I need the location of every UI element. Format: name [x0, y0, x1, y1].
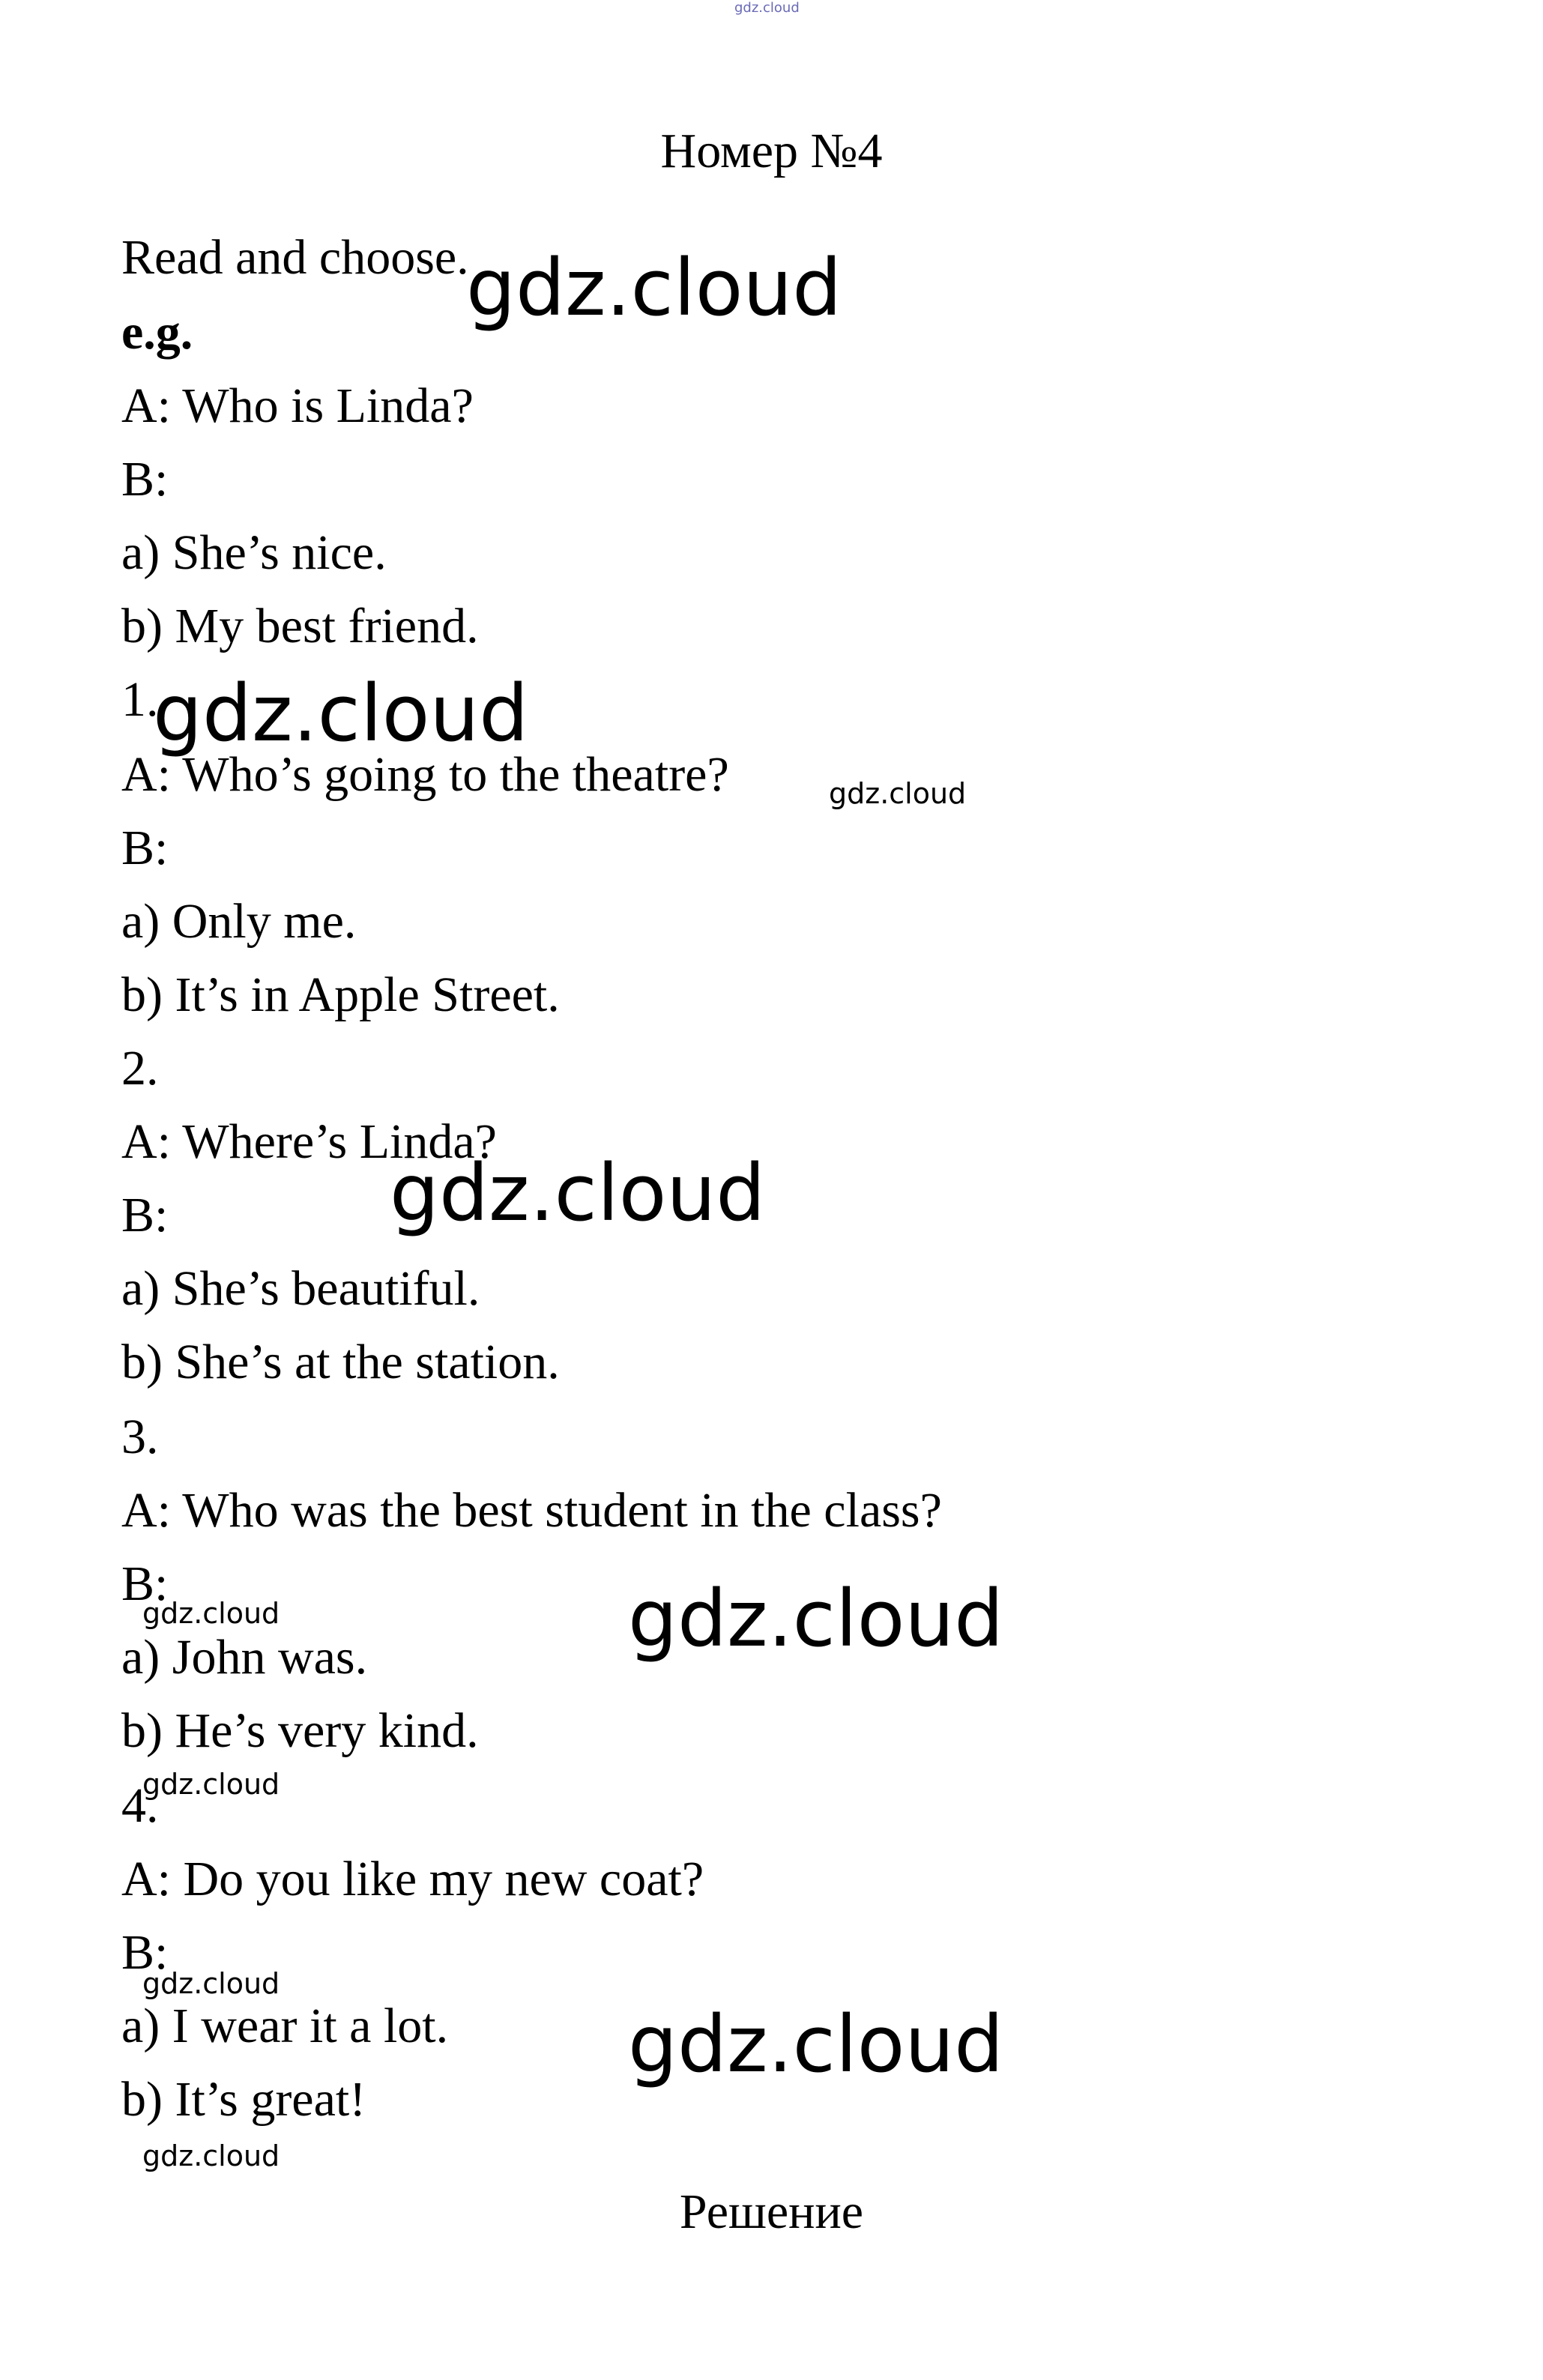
example-label: e.g. [121, 305, 193, 360]
watermark: gdz.cloud [466, 242, 842, 333]
watermark: gdz.cloud [829, 777, 967, 810]
watermark: gdz.cloud [142, 1768, 280, 1801]
example-question: A: Who is Linda? [121, 378, 474, 433]
exercise-2-answer-prompt: B: [121, 1188, 169, 1242]
exercise-1-option-b: b) It’s in Apple Street. [121, 967, 560, 1022]
exercise-1-number: 1. [121, 672, 159, 727]
watermark: gdz.cloud [142, 1967, 280, 2000]
watermark: gdz.cloud [153, 668, 529, 759]
watermark: gdz.cloud [142, 1597, 280, 1630]
exercise-2-option-a: a) She’s beautiful. [121, 1261, 480, 1316]
exercise-2-number: 2. [121, 1041, 159, 1096]
exercise-2-question: A: Where’s Linda? [121, 1114, 497, 1169]
exercise-3-option-a: a) John was. [121, 1630, 368, 1685]
example-option-a: a) She’s nice. [121, 525, 387, 580]
exercise-1-option-a: a) Only me. [121, 894, 357, 949]
exercise-1-question: A: Who’s going to the theatre? [121, 747, 729, 802]
exercise-1-answer-prompt: B: [121, 821, 169, 875]
exercise-4-number: 4. [121, 1778, 159, 1833]
solution-label: Решение [679, 2184, 864, 2239]
exercise-3-number: 3. [121, 1410, 159, 1464]
watermark: gdz.cloud [628, 1573, 1004, 1664]
watermark: gdz.cloud [628, 1999, 1004, 2090]
watermark: gdz.cloud [142, 2139, 280, 2172]
exercise-3-question: A: Who was the best student in the class? [121, 1483, 942, 1538]
exercise-3-answer-prompt: B: [121, 1556, 169, 1611]
page-title: Номер №4 [660, 124, 883, 178]
example-answer-prompt: B: [121, 452, 169, 507]
exercise-4-question: A: Do you like my new coat? [121, 1852, 704, 1906]
exercise-4-answer-prompt: B: [121, 1925, 169, 1980]
exercise-3-option-b: b) He’s very kind. [121, 1703, 479, 1758]
watermark: gdz.cloud [390, 1147, 766, 1239]
exercise-4-option-b: b) It’s great! [121, 2072, 366, 2127]
top-watermark: gdz.cloud [734, 0, 800, 16]
exercise-4-option-a: a) I wear it a lot. [121, 1999, 449, 2053]
example-option-b: b) My best friend. [121, 599, 479, 653]
instruction: Read and choose. [121, 230, 469, 285]
exercise-2-option-b: b) She’s at the station. [121, 1335, 560, 1389]
